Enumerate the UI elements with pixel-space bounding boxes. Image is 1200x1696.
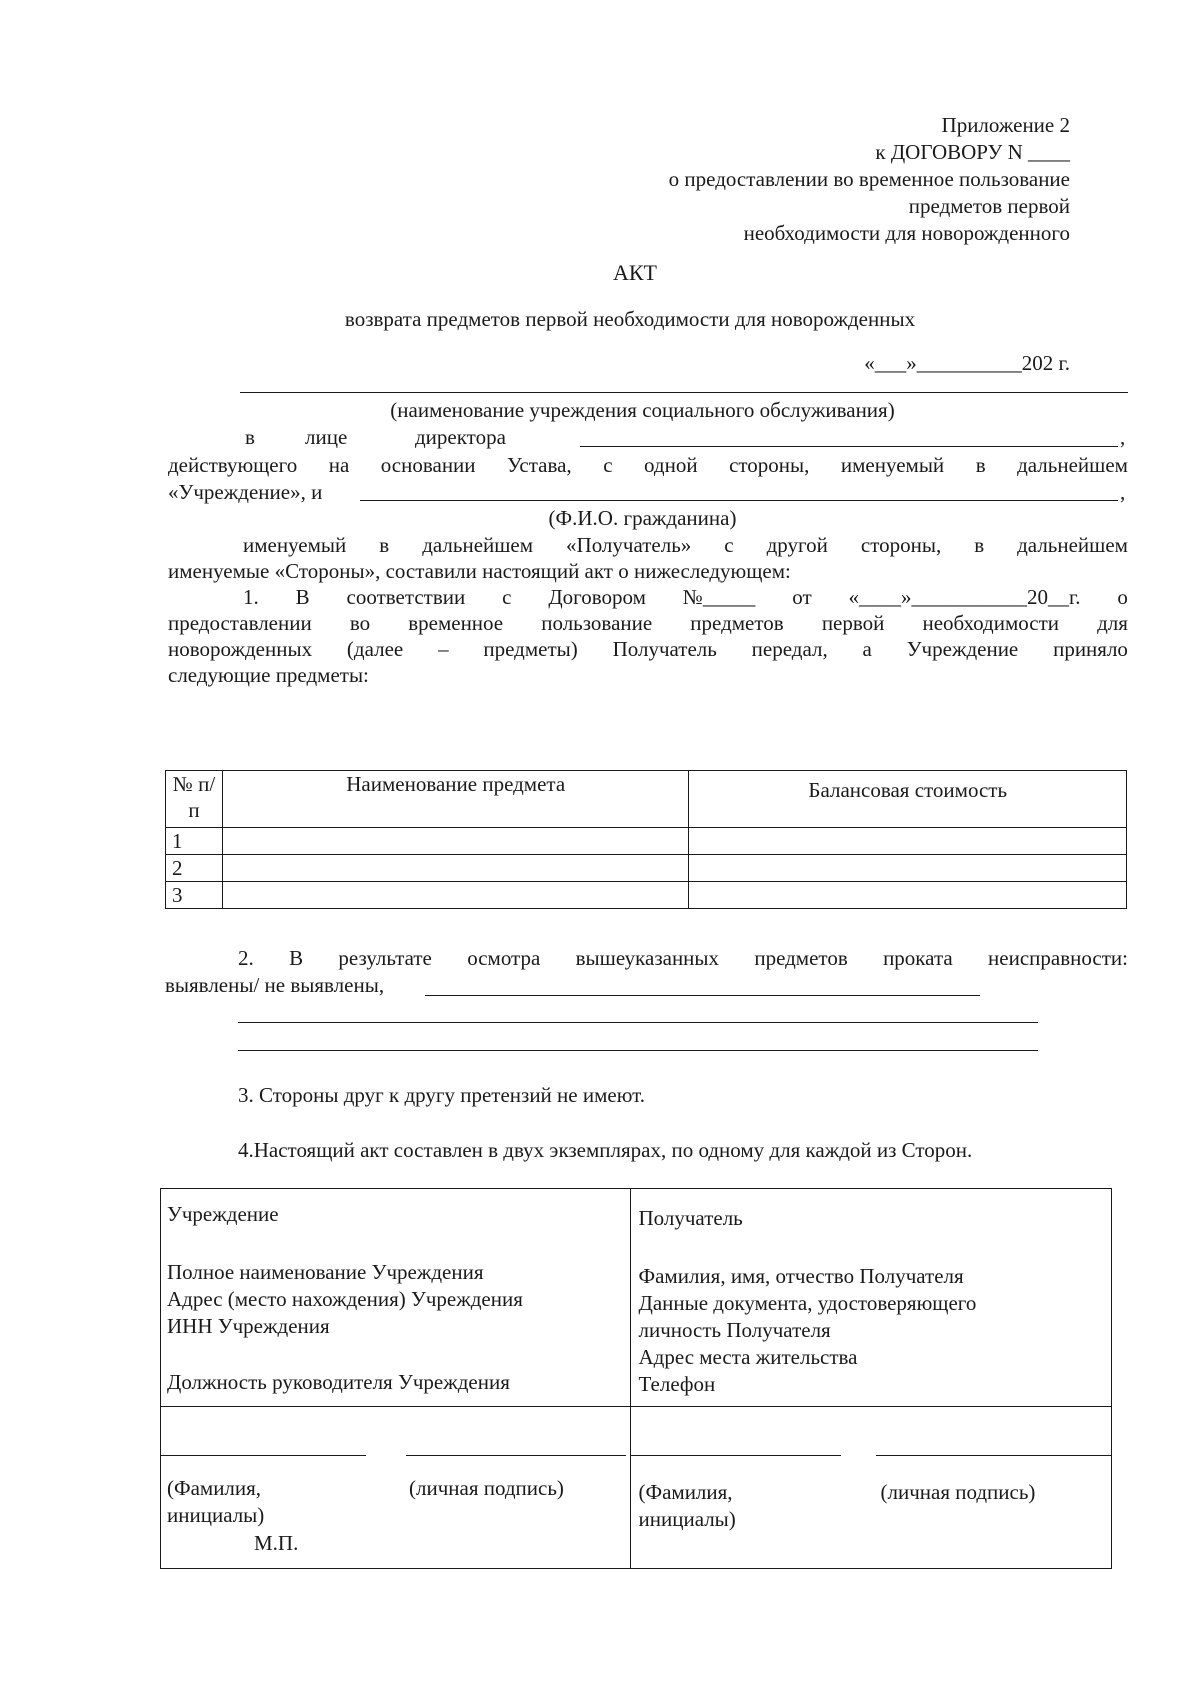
row-number: 3 [166,882,223,909]
word: неисправности: [988,946,1128,970]
institution-signature-cell [161,1407,631,1569]
row-item-name [222,882,689,909]
word: соответствии [346,585,466,609]
word: №_____ [682,585,756,609]
item1-line3 [168,636,1128,662]
contract-ref: к ДОГОВОРУ N ____ [875,140,1070,164]
word: Договором [548,585,646,609]
word: в [379,533,390,557]
word: – [438,637,449,661]
word: «____»___________20__г. [848,585,1081,609]
institution-initials-caption: инициалы) [167,1503,265,1527]
row-balance-value [689,855,1127,882]
director-name-blank [580,446,1118,447]
para2-line2: именуемые «Стороны», составили настоящий акт о нижеследующем: [168,559,791,583]
para1-line3: «Учреждение», и [168,480,323,504]
word: на [328,453,350,477]
item2-line2: выявлены/ не выявлены, [165,973,385,997]
word: осмотра [467,946,541,970]
institution-caption: (наименование учреждения социального обслуживания) [390,398,895,422]
institution-field: Полное наименование Учреждения [167,1260,484,1284]
row-number: 1 [166,828,223,855]
row-balance-value [689,882,1127,909]
word: действующего [168,453,298,477]
word: именуемый [840,453,945,477]
word: предметы) [483,637,578,661]
word: одной [644,453,698,477]
word: стороны, [860,533,942,557]
word: основании [380,453,476,477]
institution-field: Адрес (место нахождения) Учреждения [167,1287,523,1311]
institution-name-sign-blank [161,1455,366,1456]
contract-subject-1: о предоставлении во временное пользование [668,167,1070,191]
word: во [349,611,371,635]
header-balance-value: Балансовая стоимость [689,771,1127,828]
items-table [165,770,1127,909]
item1-line2 [168,610,1128,636]
word: о [1117,585,1128,609]
row-item-name [222,828,689,855]
institution-name-blank [240,392,1128,393]
word: предоставлении [168,611,312,635]
institution-cell [161,1189,631,1407]
institution-signature-caption: (личная подпись) [409,1476,564,1500]
comma: , [1120,480,1126,504]
comma: , [1120,425,1126,449]
para1-word-v: в [245,425,255,449]
word: «Получатель» [566,533,692,557]
word: Учреждение [906,637,1019,661]
word: в [975,453,986,477]
word: дальнейшем [1017,453,1128,477]
word: дальнейшем [422,533,534,557]
para1-line2 [168,452,1128,478]
citizen-name-blank [360,500,1118,501]
recipient-cell [630,1189,1112,1407]
recipient-heading: Получатель [638,1206,743,1230]
seal-label: М.П. [254,1531,299,1555]
document-title: АКТ [613,260,657,285]
word: 2. [238,946,254,970]
defects-blank-3 [238,1050,1038,1051]
word: необходимости [922,611,1060,635]
item1-line4: следующие предметы: [168,663,369,687]
word: приняло [1053,637,1128,661]
word: вышеуказанных [575,946,720,970]
recipient-field: Фамилия, имя, отчество Получателя [638,1264,964,1288]
item2-line1 [238,945,1128,971]
word: первой [821,611,885,635]
appendix-label: Приложение 2 [941,113,1070,137]
institution-name-caption: (Фамилия, [167,1476,262,1500]
word: стороны, [729,453,810,477]
defects-blank-1 [425,995,980,996]
item4: 4.Настоящий акт составлен в двух экземплярах, по одному для каждой из Сторон. [238,1138,973,1162]
word: для [1097,611,1128,635]
recipient-name-sign-blank [631,1455,841,1456]
recipient-signature-cell [630,1407,1112,1569]
word: новорожденных [168,637,313,661]
recipient-field: Данные документа, удостоверяющего [638,1291,977,1315]
defects-blank-2 [238,1022,1038,1023]
recipient-signature-blank [876,1455,1111,1456]
header-item-name: Наименование предмета [222,771,689,828]
word: В [289,946,304,970]
word: передал, [751,637,828,661]
para2-line1 [243,532,1128,558]
row-item-name [222,855,689,882]
word: с [603,453,613,477]
fio-caption: (Ф.И.О. гражданина) [548,506,737,530]
word: предметов [690,611,784,635]
institution-field: ИНН Учреждения [167,1314,330,1338]
item1-line1 [243,584,1128,610]
document-subtitle: возврата предметов первой необходимости для новорожденных [344,307,916,331]
word: с [724,533,734,557]
word: В [295,585,310,609]
item3: 3. Стороны друг к другу претензий не имеют. [238,1083,645,1107]
recipient-field: личность Получателя [638,1318,831,1342]
word: предметов [754,946,848,970]
word: в [974,533,985,557]
word: (далее [346,637,404,661]
recipient-field: Адрес места жительства [638,1345,858,1369]
contract-subject-3: необходимости для новорожденного [743,221,1070,245]
word: 1. [243,585,259,609]
word: дальнейшем [1017,533,1128,557]
word: а [862,637,872,661]
row-number: 2 [166,855,223,882]
word: проката [883,946,953,970]
header-number: № п/п [166,771,223,828]
word: пользование [541,611,653,635]
institution-head-position: Должность руководителя Учреждения [167,1370,510,1394]
word: Получатель [612,637,717,661]
recipient-signature-caption: (личная подпись) [880,1480,1036,1504]
signature-table [160,1188,1112,1569]
para1-word-litse: лице [305,425,348,449]
para1-word-direktora: директора [415,425,506,449]
word: другой [766,533,828,557]
contract-subject-2: предметов первой [908,194,1070,218]
table-row [166,882,1127,909]
row-balance-value [689,828,1127,855]
word: результате [338,946,432,970]
word: Устава, [507,453,572,477]
word: именуемый [243,533,347,557]
recipient-initials-caption: инициалы) [638,1507,736,1531]
word: от [792,585,812,609]
recipient-field: Телефон [638,1372,716,1396]
institution-heading: Учреждение [167,1202,279,1226]
institution-signature-blank [406,1455,626,1456]
date-line: «___»__________202 г. [864,351,1070,375]
table-row [166,828,1127,855]
word: с [502,585,512,609]
table-row [166,855,1127,882]
word: временное [408,611,504,635]
recipient-name-caption: (Фамилия, [638,1480,733,1504]
